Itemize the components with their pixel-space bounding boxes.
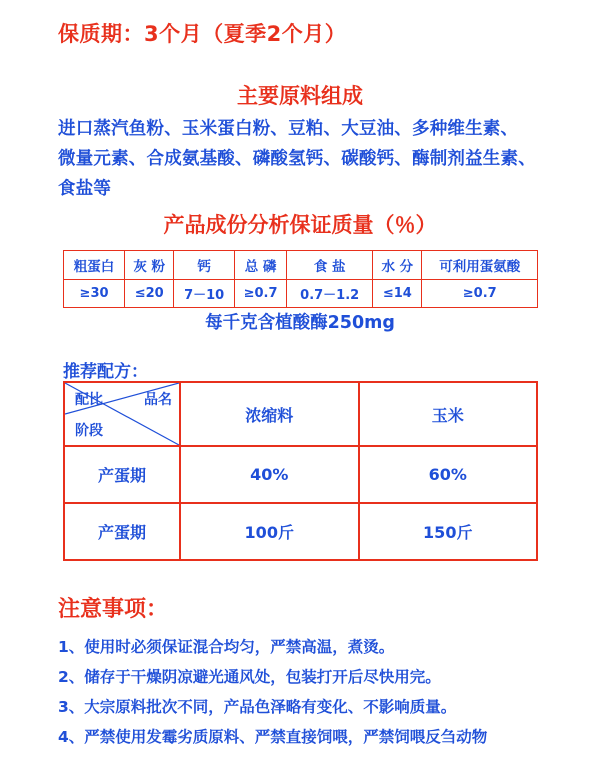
analysis-value-cell: ≤20 [125,280,174,308]
analysis-header-cell: 粗蛋白 [64,251,125,280]
notice-item: 4、严禁使用发霉劣质原料、严禁直接饲喂，严禁饲喂反刍动物 [58,728,488,746]
notice-list [58,632,578,752]
analysis-value-cell: ≤14 [373,280,422,308]
formula-value-cell: 100斤 [180,503,359,560]
corner-ratio-label: 配比 [75,392,103,408]
analysis-header-cell: 食 盐 [287,251,373,280]
analysis-title: 产品成份分析保证质量（％） [163,213,437,237]
analysis-header-cell: 灰 粉 [125,251,174,280]
ingredients-title: 主要原料组成 [237,84,363,108]
table-row [64,503,537,560]
analysis-header-cell: 可利用蛋氨酸 [422,251,538,280]
table-row [64,280,538,308]
notice-item: 2、储存于干燥阴凉避光通风处，包装打开后尽快用完。 [58,668,441,686]
notice-item: 1、使用时必须保证混合均匀，严禁高温，煮烫。 [58,638,395,656]
ingredients-body [58,114,558,204]
notice-title: 注意事项： [58,597,169,622]
corner-product-label: 品名 [144,392,172,408]
ingredients-line: 进口蒸汽鱼粉、玉米蛋白粉、豆粕、大豆油、多种维生素、 [58,119,519,139]
analysis-header-cell: 水 分 [373,251,422,280]
table-row [64,446,537,503]
formula-value-cell: 150斤 [359,503,538,560]
analysis-value-cell: 7－10 [174,280,235,308]
formula-column-header: 玉米 [359,382,538,446]
table-row [64,251,538,280]
notice-item: 3、大宗原料批次不同，产品色泽略有变化、不影响质量。 [58,698,457,716]
formula-column-header: 浓缩料 [180,382,359,446]
analysis-value-cell: ≥30 [64,280,125,308]
table-row [64,382,537,446]
formula-stage-cell: 产蛋期 [64,446,180,503]
analysis-value-cell: ≥0.7 [422,280,538,308]
formula-label: 推荐配方： [63,362,148,382]
analysis-value-cell: ≥0.7 [234,280,286,308]
formula-value-cell: 60% [359,446,538,503]
formula-stage-cell: 产蛋期 [64,503,180,560]
analysis-value-cell: 0.7－1.2 [287,280,373,308]
phytase-note: 每千克含植酸酶250mg [205,313,395,333]
formula-table [63,381,538,561]
analysis-header-cell: 钙 [174,251,235,280]
formula-value-cell: 40% [180,446,359,503]
formula-corner-cell [64,382,180,446]
corner-stage-label: 阶段 [75,423,103,439]
shelf-life-text: 保质期：3个月（夏季2个月） [58,22,347,46]
analysis-header-cell: 总 磷 [234,251,286,280]
ingredients-line: 食盐等 [58,179,112,199]
ingredients-line: 微量元素、合成氨基酸、磷酸氢钙、碳酸钙、酶制剂益生素、 [58,149,536,169]
analysis-table [63,250,538,308]
